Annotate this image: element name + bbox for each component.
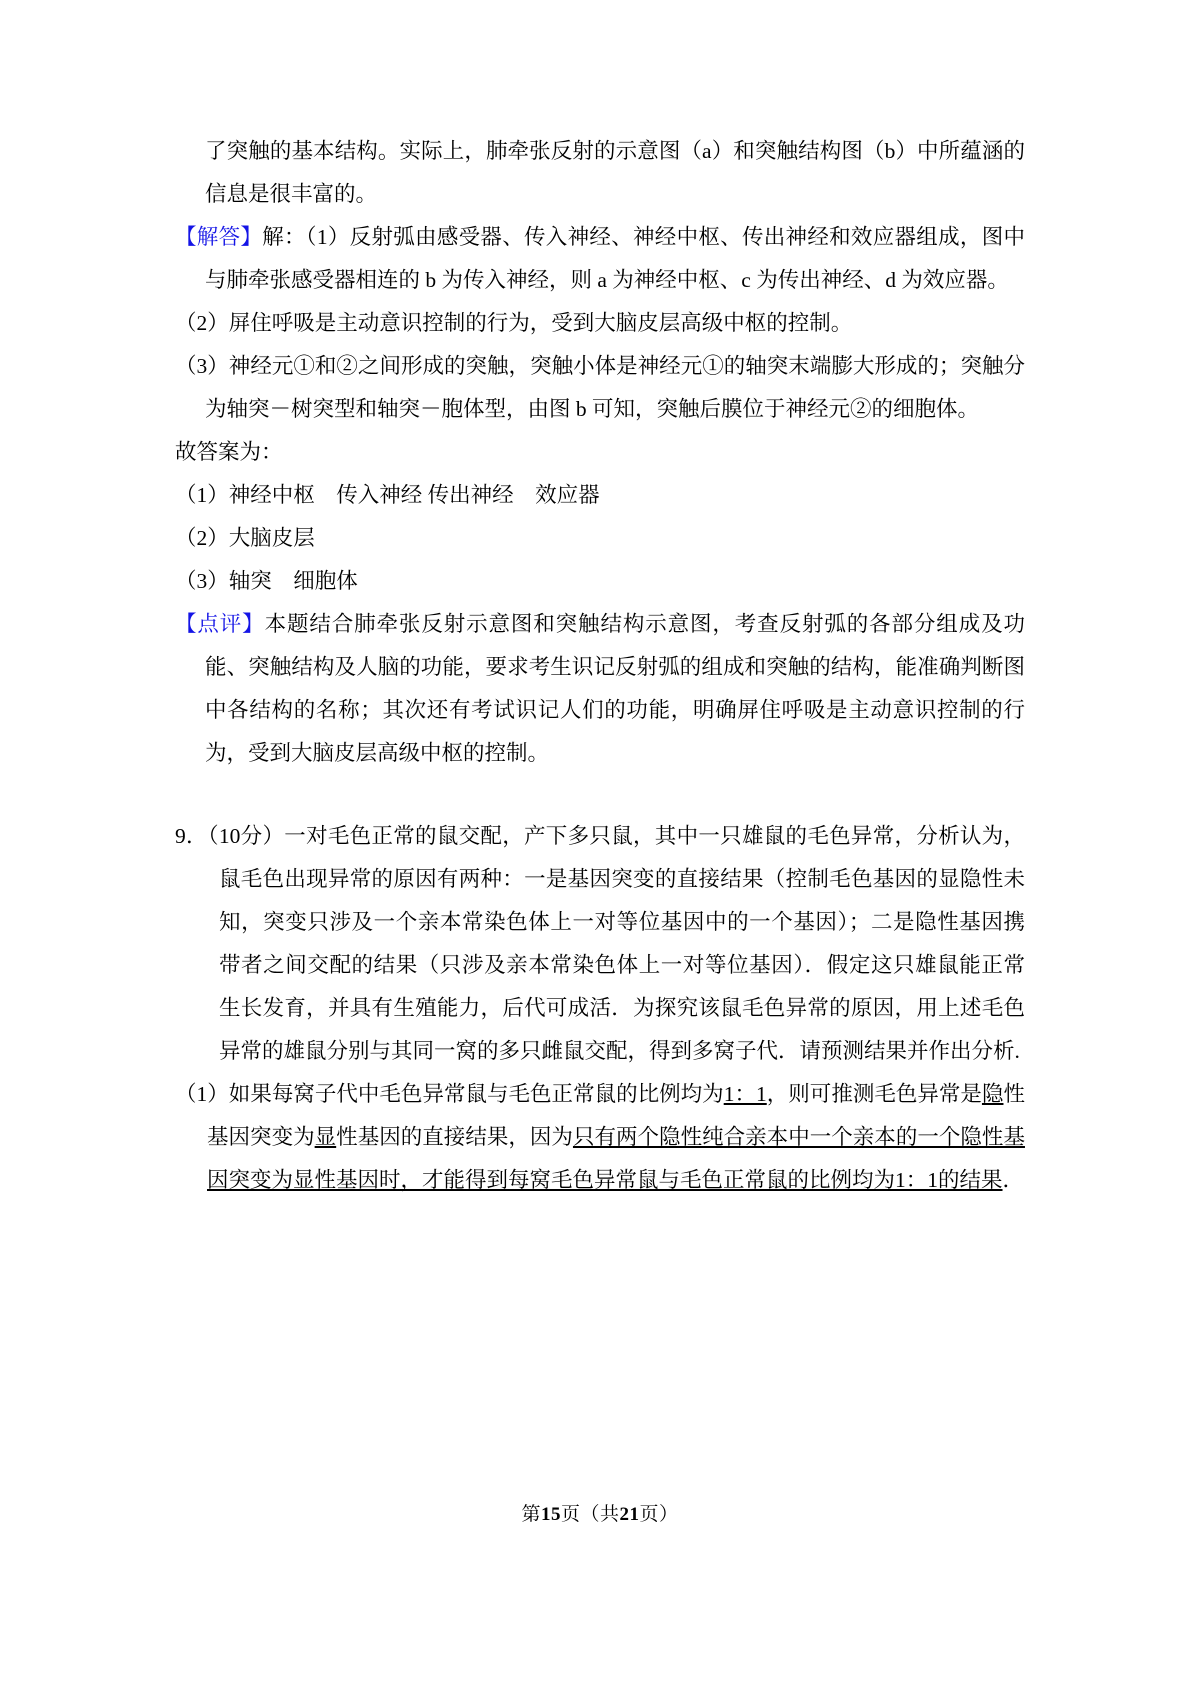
footer-page-number: 15: [540, 1504, 561, 1525]
page-footer: [0, 1499, 1200, 1526]
final-answer-lead: 故答案为：: [175, 440, 283, 464]
section-spacer: [175, 775, 1025, 815]
sub1-mid-2: 性基因突变为: [207, 1082, 1025, 1149]
comment-text: 本题结合肺牵张反射示意图和突触结构示意图，考查反射弧的各部分组成及功能、突触结构及人脑的功能，要求考生识记反射弧的组成和突触的结构，能准确判断图中各结构的名称；其次还有考试识记人们的功能，明确屏住呼吸是主动意识控制的行为，受到大脑皮层高级中枢的控制。: [205, 612, 1025, 765]
sub1-mid-1: ，则可推测毛色异常是: [766, 1082, 982, 1106]
question-9-number: 9．: [175, 824, 208, 848]
answer-line-1: [175, 216, 1025, 302]
sub1-blank-1[interactable]: 1：1: [723, 1082, 767, 1106]
footer-suffix: 页）: [639, 1504, 679, 1525]
comment-tag: 【点评】: [175, 612, 265, 636]
question-9-stem: [175, 815, 1025, 1073]
final-answer-item-3: （3）轴突 细胞体: [175, 569, 358, 593]
sub1-mid-3: 性基因的直接结果，因为: [336, 1125, 573, 1149]
final-answer-item-2: （2）大脑皮层: [175, 526, 315, 550]
question-9-score: （10分）: [207, 824, 285, 848]
sub1-blank-3[interactable]: 显: [314, 1125, 337, 1149]
question-9-sub1: [175, 1073, 1025, 1202]
sub1-prefix: （1）如果每窝子代中毛色异常鼠与毛色正常鼠的比例均为: [175, 1082, 724, 1106]
footer-prefix: 第: [521, 1504, 541, 1525]
final-answer-item-1: （1）神经中枢 传入神经 传出神经 效应器: [175, 483, 600, 507]
sub1-tail: ．: [1002, 1168, 1025, 1192]
sub1-blank-4[interactable]: 只有两个隐性纯合亲本中一个亲本的一个隐性基因突变为显性基因时，才能得到每窝毛色异常鼠与毛色正常鼠的比例均为1：1的结果: [207, 1125, 1025, 1192]
sub1-blank-2[interactable]: 隐: [981, 1082, 1004, 1106]
answer-line-3: （3）神经元①和②之间形成的突触，突触小体是神经元①的轴突末端膨大形成的；突触分为轴突－树突型和轴突－胞体型，由图 b 可知，突触后膜位于神经元②的细胞体。: [175, 354, 1025, 421]
answer-tag: 【解答】: [175, 225, 263, 249]
footer-total-pages: 21: [619, 1504, 640, 1525]
comment-line: [175, 603, 1025, 775]
answer-line-2: （2）屏住呼吸是主动意识控制的行为，受到大脑皮层高级中枢的控制。: [175, 311, 853, 335]
answer-text-1: 解：（1）反射弧由感受器、传入神经、神经中枢、传出神经和效应器组成，图中与肺牵张感受器相连的 b 为传入神经，则 a 为神经中枢、c 为传出神经、d 为效应器。: [205, 225, 1025, 292]
paragraph-intro: 了突触的基本结构。实际上，肺牵张反射的示意图（a）和突触结构图（b）中所蕴涵的信息是很丰富的。: [205, 139, 1025, 206]
footer-middle: 页（共: [560, 1504, 620, 1525]
question-9-text: 一对毛色正常的鼠交配，产下多只鼠，其中一只雄鼠的毛色异常，分析认为，鼠毛色出现异常的原因有两种：一是基因突变的直接结果（控制毛色基因的显隐性未知，突变只涉及一个亲本常染色体上一对等位基因中的一个基因）；二是隐性基因携带者之间交配的结果（只涉及亲本常染色体上一对等位基因）．假定这只雄鼠能正常生长发育，并具有生殖能力，后代可成活．为探究该鼠毛色异常的原因，用上述毛色异常的雄鼠分别与其同一窝的多只雌鼠交配，得到多窝子代．请预测结果并作出分析.: [219, 824, 1025, 1063]
